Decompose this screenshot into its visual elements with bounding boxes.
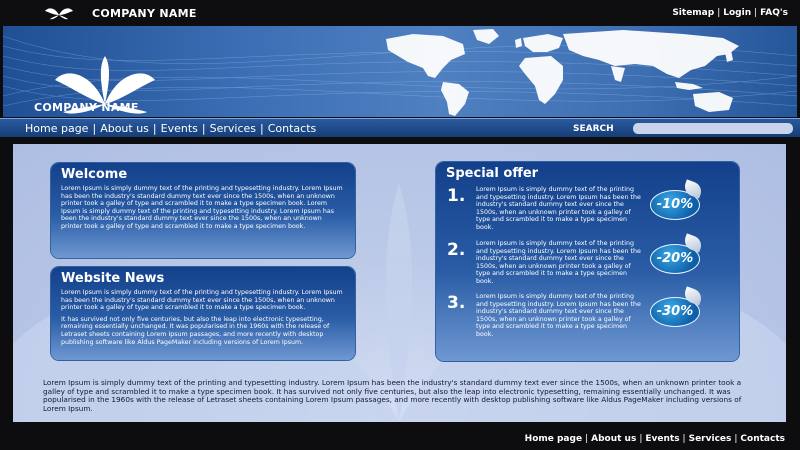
main-content	[13, 144, 786, 422]
discount-badge[interactable]	[650, 190, 700, 224]
separator: |	[585, 434, 589, 444]
header-company-name: COMPANY NAME	[92, 7, 197, 20]
discount-badge[interactable]	[650, 244, 700, 278]
banner-company-name: COMPANY NAME	[34, 101, 139, 114]
news-title: Website News	[61, 271, 165, 286]
butterfly-logo-icon	[44, 6, 74, 20]
welcome-title: Welcome	[61, 167, 128, 182]
search-label: SEARCH	[573, 124, 614, 134]
main-body-text: Lorem Ipsum is simply dummy text of the printing and typesetting industry. Lorem Ipsum has been the industry's standard dummy text ever since the 1500s, when an unknown printer took a galley of type and scrambled it to make a type specimen book. It has survived not only five centuries, but also the leap into electronic typesetting, remaining essentially unchanged. It was popularised in the 1960s with the release of Letraset sheets containing Lorem Ipsum passages, and more recently with desktop publishing software like Aldus PageMaker including versions of Lorem Ipsum.	[43, 378, 742, 413]
discount-label: -20%	[656, 251, 694, 266]
offer-number: 1.	[447, 186, 466, 206]
world-map-icon	[386, 29, 739, 116]
welcome-text: Lorem Ipsum is simply dummy text of the printing and typesetting industry. Lorem Ipsum has been the industry's standard dummy text ever since the 1500s, when an unknown printer took a galley of type and scrambled it to make a type specimen book. Lorem Ipsum is simply dummy text of the printing and typesetting industry. Lorem Ipsum has been the industry's standard dummy text ever since the 1500s, when an unknown printer took a galley of type and scrambled it to make a type specimen book.	[61, 185, 343, 230]
footer-contacts[interactable]: Contacts	[740, 434, 785, 444]
separator: |	[92, 122, 97, 135]
nav-home[interactable]: Home page	[25, 122, 89, 135]
separator: |	[201, 122, 206, 135]
offer-text: Lorem Ipsum is simply dummy text of the printing and typesetting industry. Lorem Ipsum has been the industry's standard dummy text ever since the 1500s, when an unknown printer took a galley of type and scrambled it to make a type specimen book.	[476, 240, 641, 285]
separator: |	[717, 8, 721, 18]
footer-services[interactable]: Services	[688, 434, 732, 444]
discount-badge[interactable]	[650, 297, 700, 331]
separator: |	[152, 122, 157, 135]
separator: |	[734, 434, 738, 444]
separator: |	[682, 434, 686, 444]
footer-nav	[525, 434, 785, 444]
top-bar	[0, 0, 800, 26]
top-links	[672, 8, 788, 18]
nav-bar	[0, 118, 800, 139]
separator: |	[639, 434, 643, 444]
news-text: It has survived not only five centuries, but also the leap into electronic typesetting, remaining essentially unchanged. It was popularised in the 1960s with the release of Letraset sheets containing Lorem Ipsum passages, and more recently with desktop publishing software like Aldus PageMaker including versions of Lorem Ipsum.	[61, 315, 330, 346]
separator: |	[754, 8, 758, 18]
faq-link[interactable]: FAQ's	[760, 8, 788, 18]
offer-text: Lorem Ipsum is simply dummy text of the printing and typesetting industry. Lorem Ipsum has been the industry's standard dummy text ever since the 1500s, when an unknown printer took a galley of type and scrambled it to make a type specimen book.	[476, 186, 641, 231]
welcome-panel	[51, 163, 355, 258]
offer-number: 2.	[447, 240, 466, 260]
special-offer-panel	[436, 162, 739, 361]
sitemap-link[interactable]: Sitemap	[672, 8, 715, 18]
discount-label: -10%	[656, 197, 694, 212]
login-link[interactable]: Login	[723, 8, 752, 18]
nav-about[interactable]: About us	[100, 122, 149, 135]
footer-home[interactable]: Home page	[524, 434, 583, 444]
nav-events[interactable]: Events	[160, 122, 198, 135]
search-input[interactable]	[633, 123, 793, 134]
nav-services[interactable]: Services	[209, 122, 256, 135]
banner	[3, 26, 797, 117]
offer-number: 3.	[447, 293, 466, 313]
news-panel	[51, 267, 355, 360]
nav-contacts[interactable]: Contacts	[267, 122, 317, 135]
footer-events[interactable]: Events	[645, 434, 680, 444]
special-offer-title: Special offer	[446, 166, 539, 181]
news-text: Lorem Ipsum is simply dummy text of the printing and typesetting industry. Lorem Ipsum has been the industry's standard dummy text ever since the 1500s, when an unknown printer took a galley of type and scrambled it to make a type specimen book.	[61, 289, 343, 312]
footer-about[interactable]: About us	[591, 434, 637, 444]
separator: |	[260, 122, 264, 135]
discount-label: -30%	[656, 304, 694, 319]
offer-text: Lorem Ipsum is simply dummy text of the printing and typesetting industry. Lorem Ipsum has been the industry's standard dummy text ever since the 1500s, when an unknown printer took a galley of type and scrambled it to make a type specimen book.	[476, 293, 641, 338]
main-bottom-border	[3, 423, 797, 429]
main-nav	[25, 122, 316, 135]
